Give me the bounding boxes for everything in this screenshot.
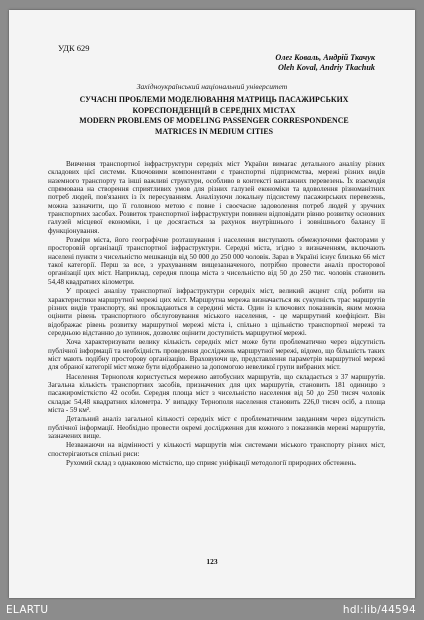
article-title [49, 95, 379, 137]
repository-name: ELARTU [6, 604, 49, 616]
paragraph: Хоча характеризувати велику кількість середніх міст може бути проблематично через відсутність публічної інформації та необхідність проведення досліджень маршрутної мережі, відомо, що більшість таких міст мають подібну просторову організацію. Враховуючи це, представлення параметрів маршрутної мережі для обраної категорії міст може бути відображено за допомогою невеликої групи вибраних міст. [48, 338, 385, 372]
repository-footer [0, 600, 424, 620]
paragraph: Населення Тернополя користується мережею автобусних маршрутів, що складається з 37 маршрутів. Загальна кількість транспортних засобів, призначених для цих маршрутів, становить 181 одиницю з пасажиромісткістю 42 особи. Середня площа міст з чисельністю населення від 50 до 250 тисяч чоловік складає 54,48 квадратних кілометра. У випадку Тернополя населення становить 226,0 тисяч осіб, а площа міста - 59 км². [48, 372, 385, 414]
paragraph: Детальний аналіз загальної кількості середніх міст є проблематичним завданням через відсутність публічної інформації. Необхідно провести окремі дослідження для кожного з показників мережі маршрутів, зазначених вище. [48, 415, 385, 440]
page-number: 123 [206, 557, 218, 566]
article-body [48, 160, 385, 468]
document-page [9, 10, 415, 598]
title-line: СУЧАСНІ ПРОБЛЕМИ МОДЕЛЮВАННЯ МАТРИЦЬ ПАСАЖИРСЬКИХ [79, 95, 349, 104]
paragraph: Вивчення транспортної інфраструктури середніх міст України вимагає детального аналізу різних складових цієї системи. Ключовими компонентами є транспортні підприємства, мережі різних видів наземного транспорту та інші важливі структури, особливо в контексті вантажних перевезень. Їх взаємодія спрямована на створення сприятливих умов для різних галузей економіки та вдоволення різноманітних потреб людей, пов'язаних із їх пересуванням. Аналізуючи локальну підсистему пасажирських перевезень, можна зазначити, що її головною метою є повне і своєчасне задоволення потреб людей у зручних транспортних засобах. Розвиток транспортної інфраструктури повинен відповідати рівню розвитку основних галузей місцевої економіки, і це досягається за рахунок внутрішнього і зовнішнього балансу її функціонування. [48, 160, 385, 235]
authors-ukrainian: Олег Коваль, Андрій Ткачук [275, 53, 375, 62]
handle-identifier: hdl:lib/44594 [342, 604, 416, 616]
title-line: КОРЕСПОНДЕНЦІЙ В СЕРЕДНІХ МІСТАХ [132, 105, 296, 115]
udc-code: УДК 629 [58, 43, 90, 53]
affiliation: Західноукраїнський національний університет [136, 82, 288, 91]
authors [275, 53, 375, 72]
title-line: MODERN PROBLEMS OF MODELING PASSENGER CORRESPONDENCE [79, 116, 349, 125]
title-line: MATRICES IN MEDIUM CITIES [154, 126, 273, 136]
paragraph: Рухомий склад з однаковою місткістю, що сприяє уніфікації методології природних обстежень. [66, 459, 357, 468]
paragraph: Розміри міста, його географічне розташування і населення виступають обмежуючими факторами у просторовій організації транспортної інфраструктури. Середні міста, згідно з визначенням, включають населені пункти з чисельністю мешканців від 50 000 до 250 000 чоловік. Зараз в Україні існує близько 66 міст такої категорії. Перш за все, з урахуванням вищезазначеного, потрібно провести аналіз просторової організації цих міст. Наприклад, середня площа міста з чисельністю від 50 до 250 тис. чоловік становить 54,48 квадратних кілометри. [48, 236, 385, 286]
paragraph: Незважаючи на відмінності у кількості маршрутів між системами міського транспорту різних міст, спостерігаються спільні риси: [48, 441, 385, 458]
authors-english: Oleh Koval, Andriy Tkachuk [277, 62, 375, 72]
paragraph: У процесі аналізу транспортної інфраструктури середніх міст, великий акцент слід робити на характеристики маршрутної мережі цих міст. Маршрутна мережа визначається як сукупність трас маршрутів різних видів транспорту, які прокладаються в середині міста. Один із ключових показників, яким можна оцінити рівень транспортного обслуговування міського населення, - це маршрутний коефіцієнт. Він відображає рівень розвитку маршрутної мережі міста і, спільно з щільністю транспортної мережі та середньою відстанню до зупинок, дозволяє оцінити доступність маршрутної мережі. [48, 287, 385, 337]
